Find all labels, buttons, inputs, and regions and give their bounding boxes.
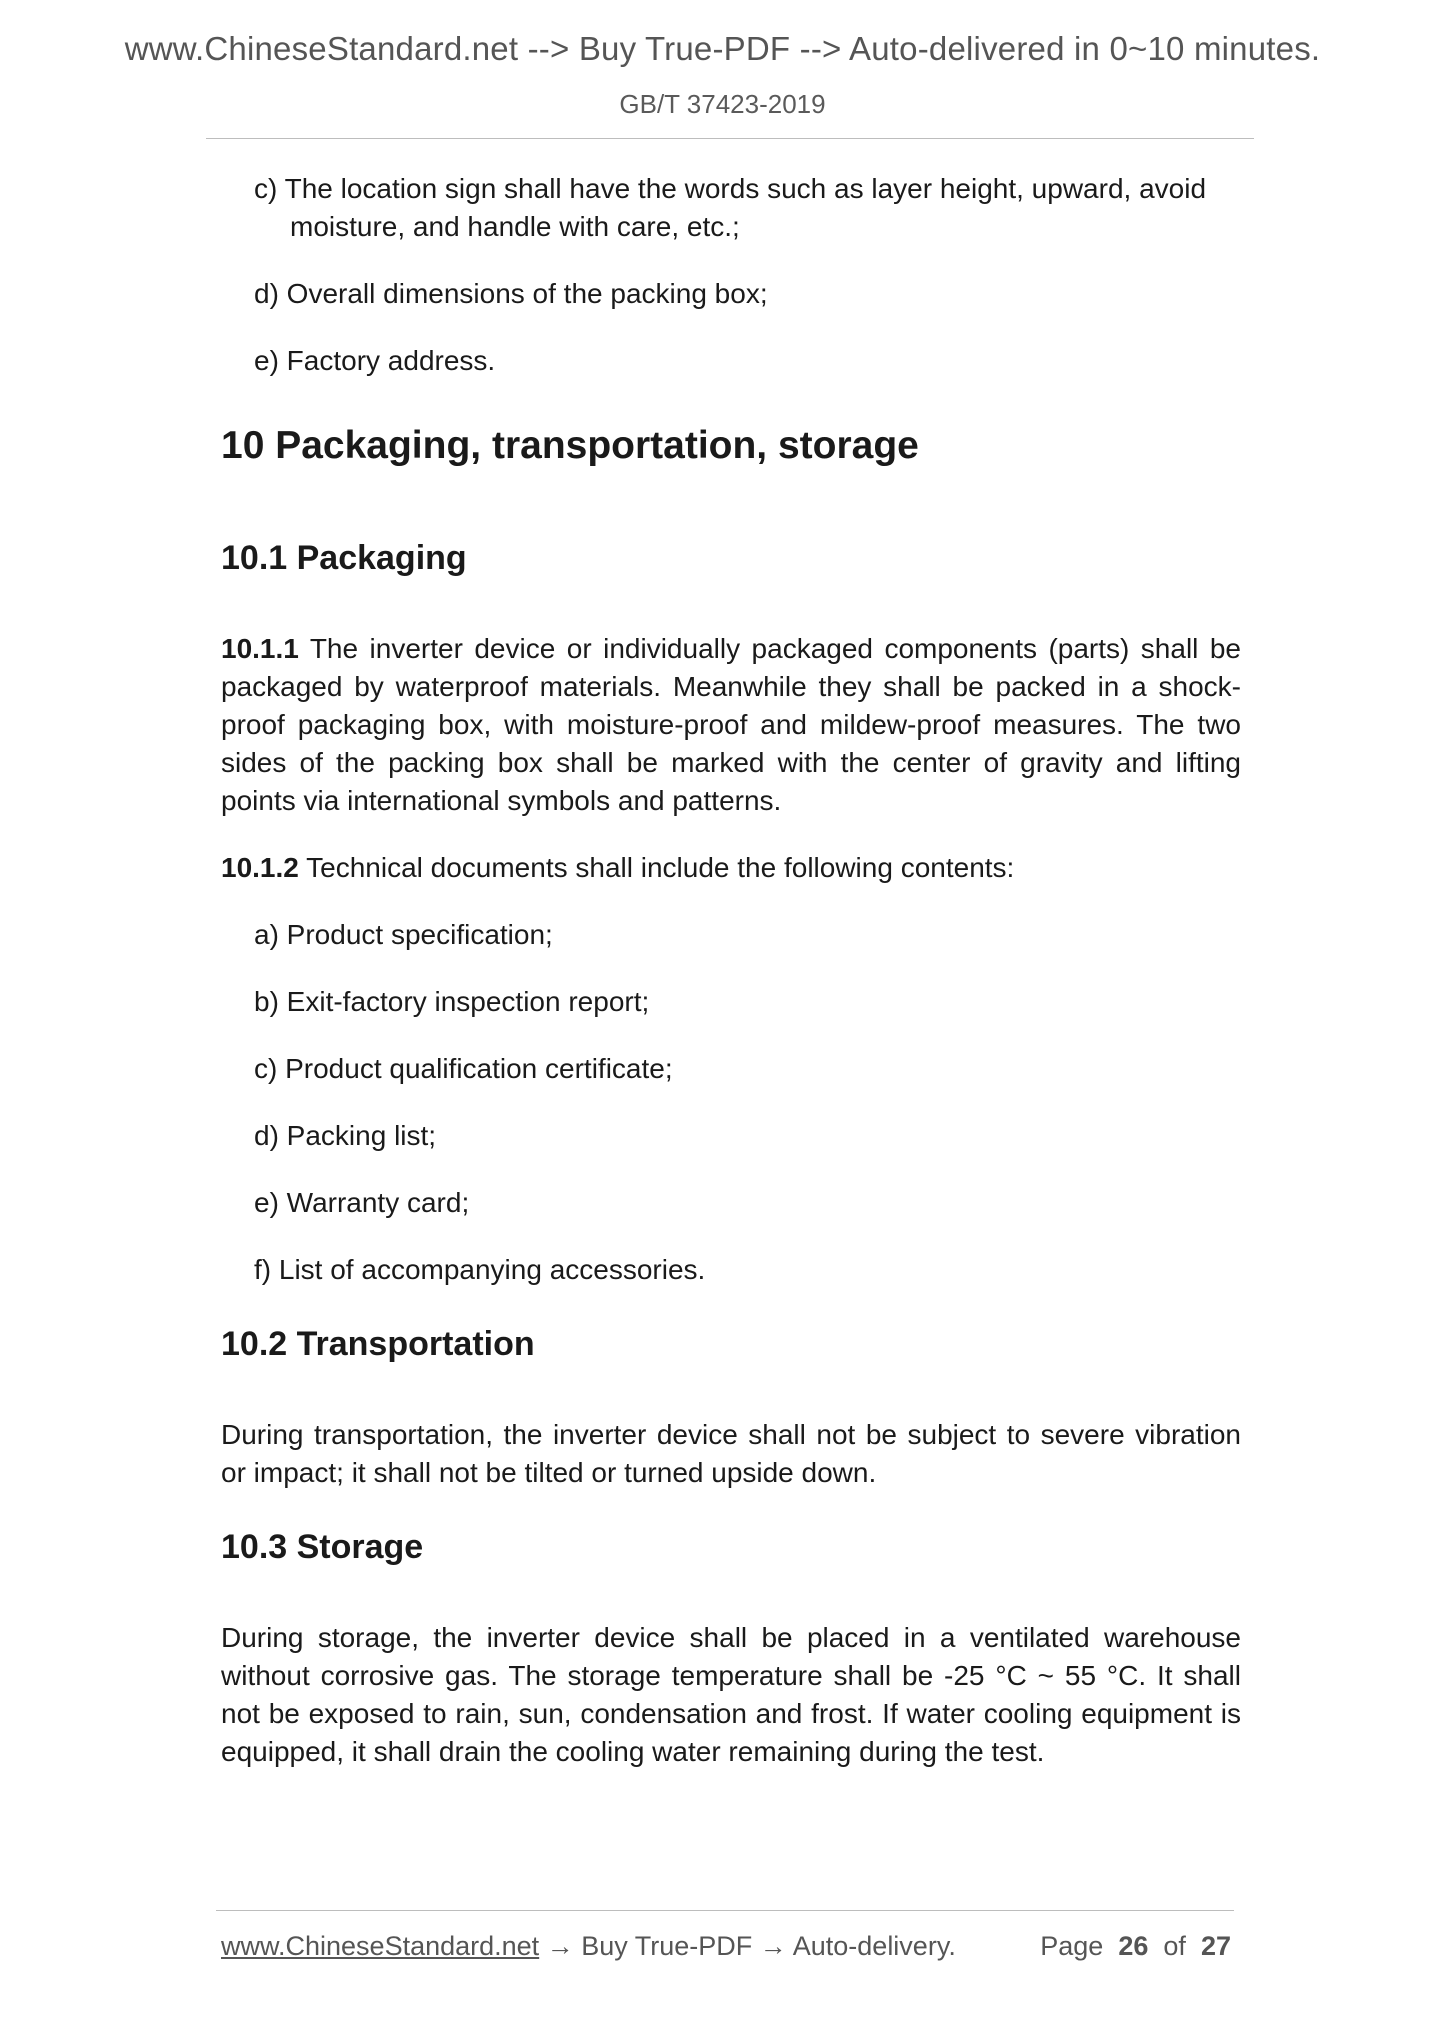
section-heading-10: 10 Packaging, transportation, storage [221,424,919,467]
list-item: d) Overall dimensions of the packing box; [254,278,768,309]
clause-number: 10.1.2 [221,852,299,883]
standard-code: GB/T 37423-2019 [619,89,826,119]
paragraph-10-1-1 [221,630,1241,820]
section-heading-10-1: 10.1 Packaging [221,539,467,577]
footer-site-link[interactable]: www.ChineseStandard.net [221,1931,540,1961]
list-item: e) Factory address. [254,345,496,376]
list-item: e) Warranty card; [254,1187,470,1218]
clause-text: The inverter device or individually packaged components (parts) shall be packaged by waterproof materials. Meanwhile they shall be packed in a shock-proof packaging box, with moisture-proof and mildew-proof measures. The two sides of the packing box shall be marked with the center of gravity and lifting points via international symbols and patterns. [221,633,1241,816]
page-indicator [1040,1931,1231,1962]
list-item: c) Product qualification certificate; [254,1053,673,1084]
clause-text: Technical documents shall include the following contents: [298,852,1015,883]
paragraph-10-3: During storage, the inverter device shall be placed in a ventilated warehouse without corrosive gas. The storage temperature shall be -25 °C ~ 55 °C. It shall not be exposed to rain, sun, condensation and frost. If water cooling equipment is equipped, it shall drain the cooling water remaining during the test. [221,1622,1241,1767]
list-item: f) List of accompanying accessories. [254,1254,706,1285]
footer-divider [216,1910,1234,1911]
header-divider [206,138,1254,139]
list-item: b) Exit-factory inspection report; [254,986,650,1017]
page-footer [221,1931,1231,1962]
of-label: of [1163,1931,1186,1961]
page-label: Page [1040,1931,1104,1961]
document-body [221,170,1241,1800]
page-number: 26 [1118,1931,1149,1961]
clause-number: 10.1.1 [221,633,299,664]
page-total: 27 [1200,1931,1231,1961]
list-item: d) Packing list; [254,1120,437,1151]
list-item: c) The location sign shall have the words such as layer height, upward, avoid moisture, and handle with care, etc.; [254,173,1207,242]
paragraph-10-1-2 [221,849,1241,887]
section-heading-10-3: 10.3 Storage [221,1528,424,1566]
section-heading-10-2: 10.2 Transportation [221,1325,535,1363]
promo-banner: www.ChineseStandard.net --> Buy True-PDF --> Auto-delivered in 0~10 minutes. [124,30,1321,67]
paragraph-10-2: During transportation, the inverter device shall not be subject to severe vibration or impact; it shall not be tilted or turned upside down. [221,1419,1241,1488]
footer-tagline: → Buy True-PDF → Auto-delivery. [539,1931,956,1961]
list-item: a) Product specification; [254,919,553,950]
